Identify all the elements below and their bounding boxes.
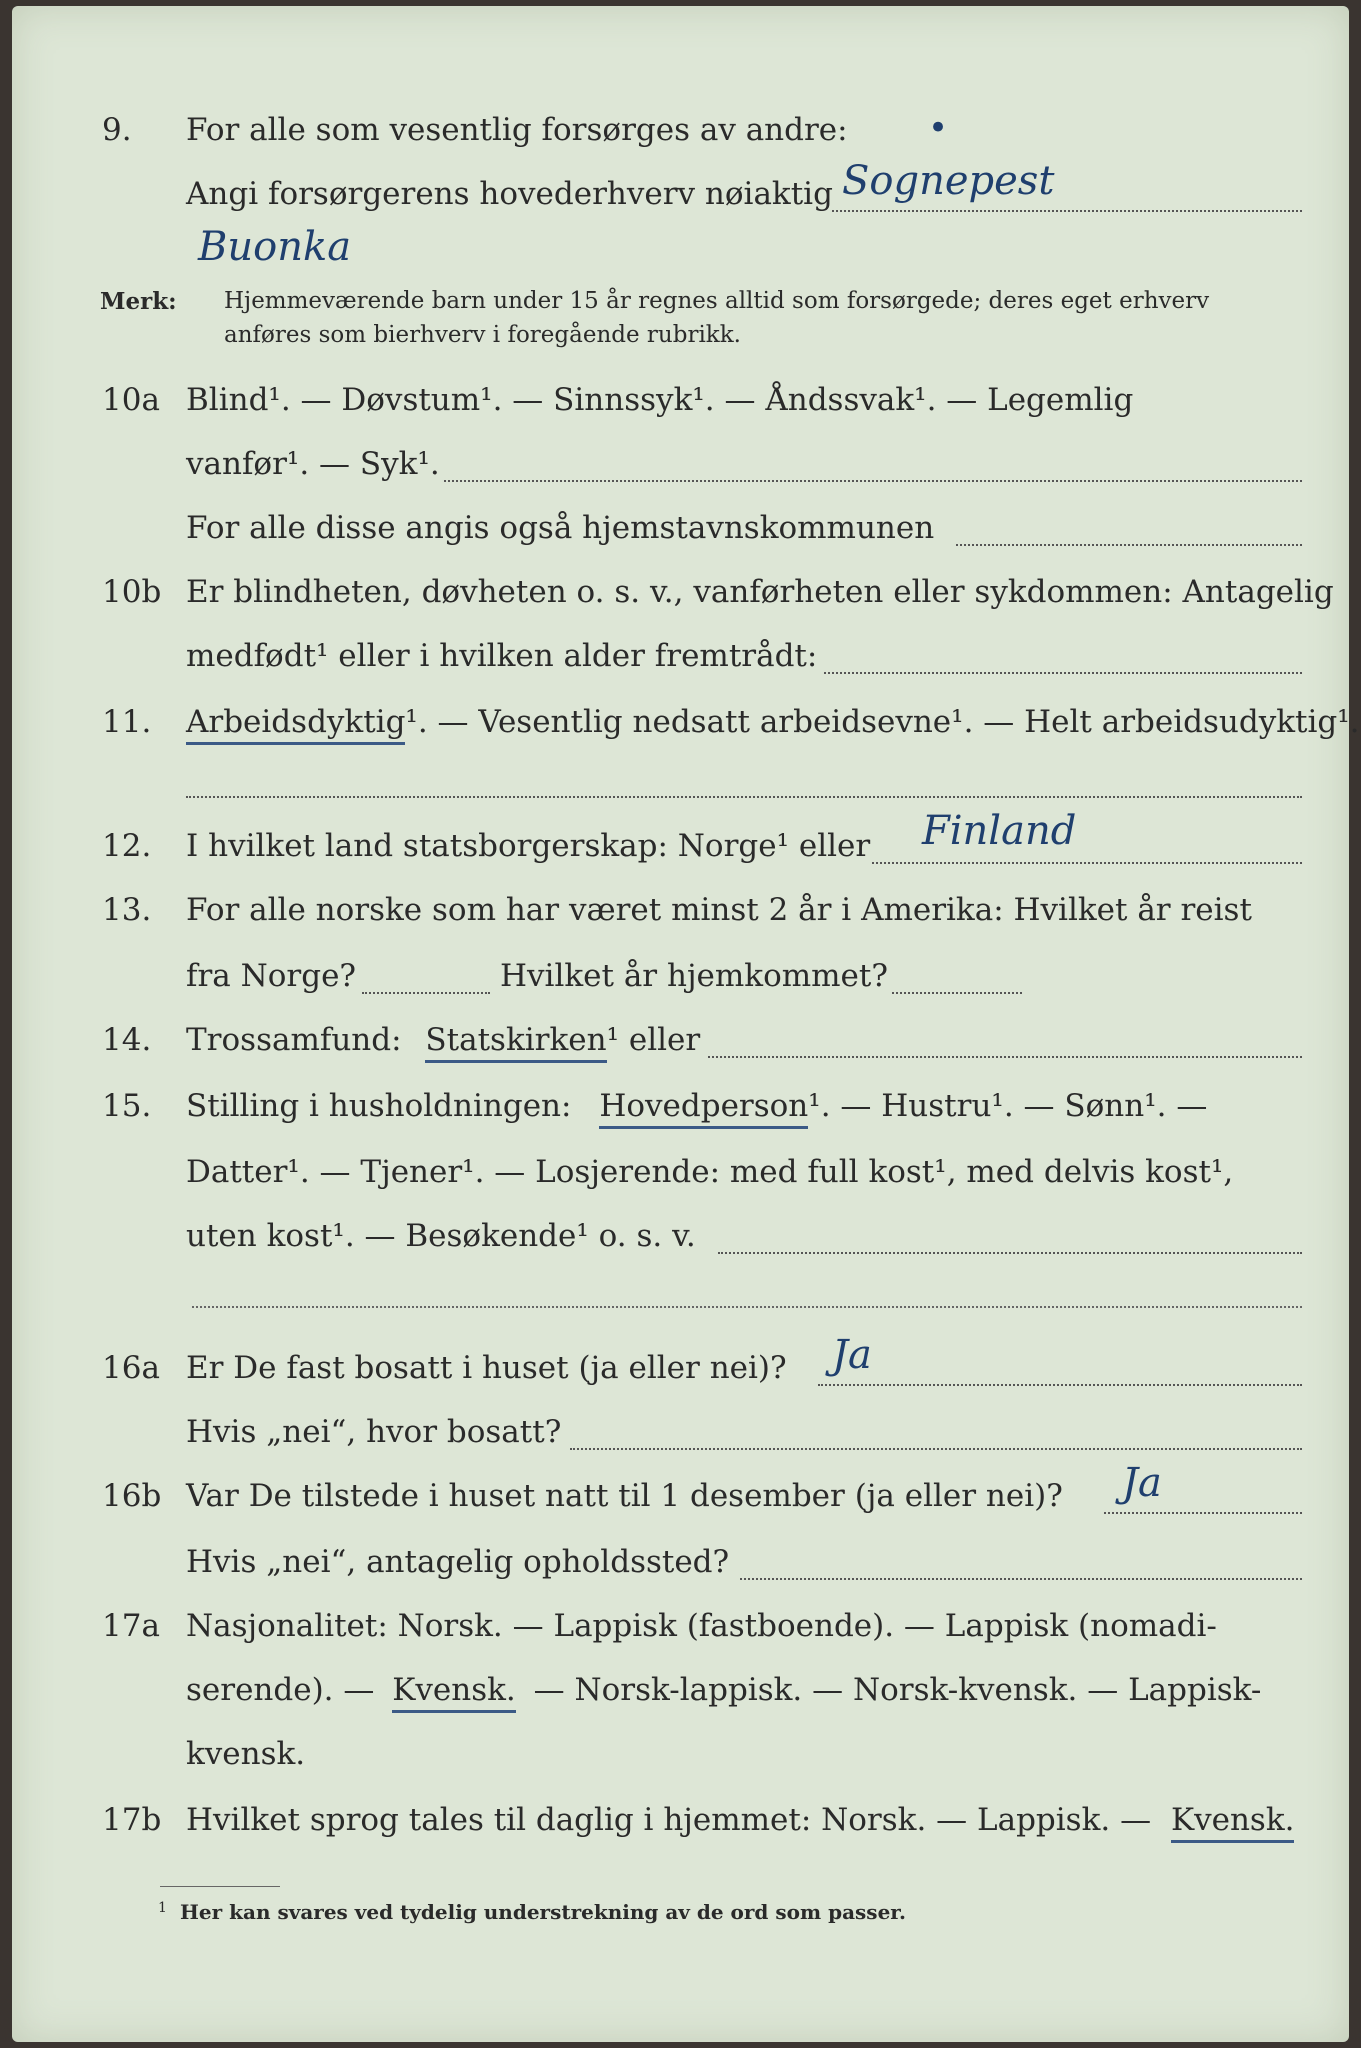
question-number: 16a xyxy=(102,1350,160,1386)
question-number: 13. xyxy=(102,892,152,928)
question-text: Er De fast bosatt i huset (ja eller nei)? xyxy=(186,1350,787,1386)
question-text: Hvis „nei“, antagelig opholdssted? xyxy=(186,1544,730,1580)
question-number: 15. xyxy=(102,1088,152,1124)
question-text xyxy=(186,1672,1261,1708)
note-text: anføres som bierhverv i foregående rubrikk. xyxy=(224,322,741,348)
question-text-part: serende). — xyxy=(186,1672,375,1708)
handwritten-answer: Sognepest xyxy=(842,158,1055,204)
handwritten-answer: Finland xyxy=(922,808,1077,854)
footnote-rule xyxy=(160,1886,280,1887)
question-text-part: — Norsk-lappisk. — Norsk-kvensk. — Lappisk- xyxy=(533,1672,1262,1708)
question-text-rest: ¹. — Hustru¹. — Sønn¹. — xyxy=(808,1088,1208,1124)
handwritten-answer: Ja xyxy=(832,1332,872,1378)
question-text: For alle som vesentlig forsørges av andre: xyxy=(186,112,848,148)
answer-line xyxy=(1104,1512,1302,1514)
question-number: 11. xyxy=(102,704,152,740)
underlined-option: Kvensk. xyxy=(392,1672,516,1713)
question-label: Stilling i husholdningen: xyxy=(186,1088,572,1124)
question-number: 10b xyxy=(102,574,162,610)
question-text: Hvilket år hjemkommet? xyxy=(500,958,888,994)
answer-line xyxy=(192,1306,1302,1308)
question-number: 16b xyxy=(102,1478,162,1514)
answer-line xyxy=(362,992,490,994)
ink-dot: • xyxy=(928,108,949,148)
answer-line xyxy=(824,672,1302,674)
answer-line xyxy=(708,1056,1302,1058)
note-text: Hjemmeværende barn under 15 år regnes alltid som forsørgede; deres eget erhverv xyxy=(224,288,1210,314)
question-text: Var De tilstede i huset natt til 1 desember (ja eller nei)? xyxy=(186,1478,1063,1514)
question-number: 10a xyxy=(102,382,160,418)
footnote-mark: 1 xyxy=(158,1900,167,1916)
question-number: 17b xyxy=(102,1802,162,1838)
question-text: fra Norge? xyxy=(186,958,357,994)
question-text xyxy=(186,704,1360,740)
handwritten-answer: Buonka xyxy=(198,224,352,270)
note-label: Merk: xyxy=(100,288,177,315)
question-text: uten kost¹. — Besøkende¹ o. s. v. xyxy=(186,1218,696,1254)
question-number: 9. xyxy=(102,112,132,148)
question-text-rest: ¹. — Vesentlig nedsatt arbeidsevne¹. — Helt arbeidsudyktig¹. xyxy=(405,704,1360,740)
question-number: 14. xyxy=(102,1022,152,1058)
underlined-option: Arbeidsdyktig xyxy=(186,704,405,745)
question-text xyxy=(186,1022,700,1058)
underlined-option: Statskirken xyxy=(425,1022,606,1063)
question-text: For alle norske som har været minst 2 år i Amerika: Hvilket år reist xyxy=(186,892,1252,928)
census-form-page xyxy=(12,6,1360,2042)
answer-line xyxy=(444,480,1302,482)
answer-line xyxy=(832,210,1302,212)
question-text: Blind¹. — Døvstum¹. — Sinnssyk¹. — Åndssvak¹. — Legemlig xyxy=(186,382,1134,418)
footnote-text: Her kan svares ved tydelig understrekning av de ord som passer. xyxy=(180,1900,906,1924)
answer-line xyxy=(570,1448,1302,1450)
question-text: Datter¹. — Tjener¹. — Losjerende: med full kost¹, med delvis kost¹, xyxy=(186,1154,1234,1190)
answer-line xyxy=(186,796,1302,798)
question-text: Nasjonalitet: Norsk. — Lappisk (fastboende). — Lappisk (nomadi- xyxy=(186,1608,1217,1644)
question-text-part: Hvilket sprog tales til daglig i hjemmet: Norsk. — Lappisk. — xyxy=(186,1802,1152,1838)
underlined-option: Hovedperson xyxy=(599,1088,808,1129)
question-text: Hvis „nei“, hvor bosatt? xyxy=(186,1414,562,1450)
question-text: Er blindheten, døvheten o. s. v., vanførheten eller sykdommen: Antagelig xyxy=(186,574,1334,610)
question-text xyxy=(186,1802,1294,1838)
question-text: kvensk. xyxy=(186,1736,306,1772)
question-number: 12. xyxy=(102,828,152,864)
answer-line xyxy=(818,1384,1302,1386)
question-text xyxy=(186,1088,1207,1124)
handwritten-answer: Ja xyxy=(1122,1460,1162,1506)
answer-line xyxy=(740,1578,1302,1580)
question-text: I hvilket land statsborgerskap: Norge¹ eller xyxy=(186,828,871,864)
answer-line xyxy=(872,862,1302,864)
question-text: For alle disse angis også hjemstavnskommunen xyxy=(186,510,935,546)
question-text: Angi forsørgerens hovederhverv nøiaktig xyxy=(186,176,833,212)
answer-line xyxy=(892,992,1022,994)
answer-line xyxy=(718,1252,1302,1254)
underlined-option: Kvensk. xyxy=(1171,1802,1295,1843)
question-text: vanfør¹. — Syk¹. xyxy=(186,446,440,482)
question-text: medfødt¹ eller i hvilken alder fremtrådt: xyxy=(186,638,818,674)
question-label: Trossamfund: xyxy=(186,1022,402,1058)
question-text-rest: ¹ eller xyxy=(606,1022,701,1058)
question-number: 17a xyxy=(102,1608,160,1644)
answer-line xyxy=(956,544,1302,546)
